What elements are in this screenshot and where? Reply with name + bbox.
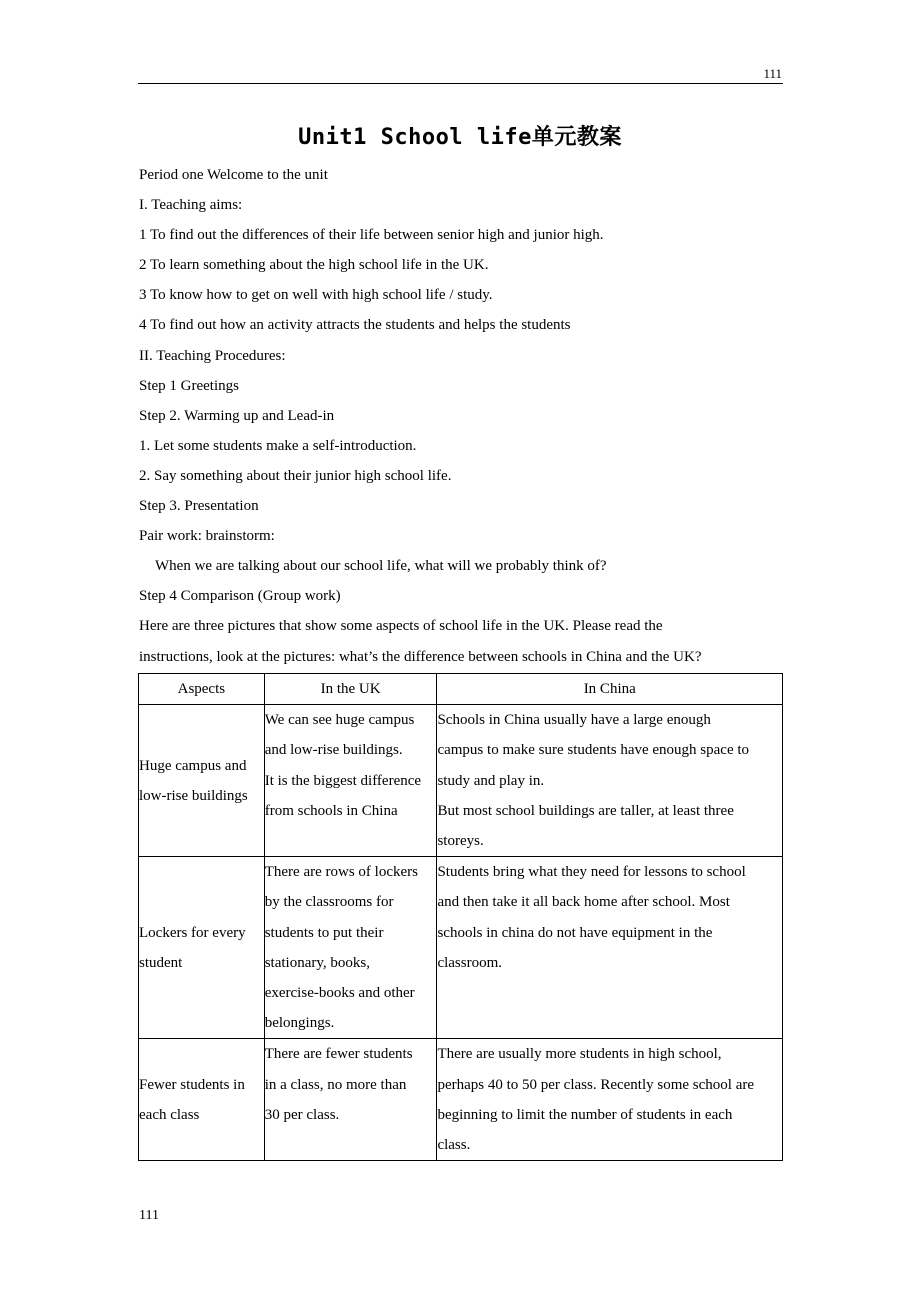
- in-china-cell: [437, 1039, 783, 1161]
- cell-line: stationary, books,: [264, 954, 370, 971]
- column-header-in-china: In China: [437, 674, 783, 705]
- cell-line: belongings.: [264, 1015, 335, 1032]
- in-the-uk-cell: [264, 857, 437, 1039]
- body-line: instructions, look at the pictures: what’s the difference between schools in China and the UK?: [139, 648, 702, 665]
- cell-line: Fewer students in: [139, 1076, 245, 1093]
- body-line: When we are talking about our school life, what will we probably think of?: [155, 558, 607, 575]
- body-line: Here are three pictures that show some aspects of school life in the UK. Please read the: [139, 618, 663, 635]
- header-rule: [138, 83, 783, 84]
- body-line: 2 To learn something about the high school life in the UK.: [139, 257, 489, 274]
- cell-line: Lockers for every: [139, 924, 246, 941]
- cell-line: 30 per class.: [264, 1106, 340, 1123]
- header-page-number: 111: [763, 66, 782, 81]
- cell-line: low-rise buildings: [139, 787, 248, 804]
- aspect-cell: [139, 1039, 265, 1161]
- cell-line: exercise-books and other: [264, 985, 415, 1002]
- body-line: 2. Say something about their junior high school life.: [139, 467, 452, 484]
- cell-line: There are rows of lockers: [264, 864, 418, 881]
- body-line: I. Teaching aims:: [139, 197, 243, 214]
- body-text: [139, 160, 789, 672]
- cell-line: perhaps 40 to 50 per class. Recently some school are: [437, 1076, 755, 1093]
- cell-line: Schools in China usually have a large enough: [437, 712, 711, 729]
- table-row: [139, 857, 783, 1039]
- column-header-in-the-uk: In the UK: [264, 674, 437, 705]
- cell-line: class.: [437, 1137, 471, 1154]
- cell-line: There are fewer students: [264, 1046, 413, 1063]
- cell-line: by the classrooms for: [264, 894, 394, 911]
- in-china-cell: [437, 857, 783, 1039]
- cell-line: students to put their: [264, 924, 384, 941]
- cell-line: in a class, no more than: [264, 1076, 407, 1093]
- body-line: Step 1 Greetings: [139, 377, 239, 394]
- cell-line: and low-rise buildings.: [264, 742, 403, 759]
- cell-line: from schools in China: [264, 802, 398, 819]
- cell-line: We can see huge campus: [264, 712, 415, 729]
- document-title: Unit1 School life单元教案: [298, 125, 622, 150]
- body-line: Step 4 Comparison (Group work): [139, 588, 341, 605]
- cell-line: classroom.: [437, 954, 503, 971]
- body-line: Period one Welcome to the unit: [139, 167, 328, 183]
- body-line: 4 To find out how an activity attracts the students and helps the students: [139, 317, 571, 334]
- cell-line: It is the biggest difference: [264, 772, 422, 789]
- body-line: 1. Let some students make a self-introduction.: [139, 437, 417, 454]
- body-line: Step 2. Warming up and Lead-in: [139, 407, 335, 424]
- cell-line: beginning to limit the number of students in each: [437, 1106, 733, 1123]
- table-header-row: [139, 674, 783, 705]
- table-row: [139, 705, 783, 857]
- body-line: Step 3. Presentation: [139, 498, 259, 515]
- body-line: 1 To find out the differences of their life between senior high and junior high.: [139, 227, 604, 244]
- body-line: II. Teaching Procedures:: [139, 347, 286, 364]
- in-china-cell: [437, 705, 783, 857]
- cell-line: student: [139, 954, 183, 971]
- column-header-aspects: Aspects: [139, 674, 265, 705]
- comparison-table: [138, 673, 783, 1161]
- table-row: [139, 1039, 783, 1161]
- aspect-cell: [139, 705, 265, 857]
- cell-line: each class: [139, 1106, 200, 1123]
- cell-line: schools in china do not have equipment in the: [437, 924, 713, 941]
- cell-line: Huge campus and: [139, 757, 247, 774]
- in-the-uk-cell: [264, 705, 437, 857]
- in-the-uk-cell: [264, 1039, 437, 1161]
- cell-line: study and play in.: [437, 772, 545, 789]
- body-line: 3 To know how to get on well with high school life / study.: [139, 287, 493, 304]
- cell-line: But most school buildings are taller, at least three: [437, 802, 734, 819]
- footer-page-number: 111: [139, 1208, 159, 1223]
- aspect-cell: [139, 857, 265, 1039]
- cell-line: and then take it all back home after school. Most: [437, 894, 730, 911]
- body-line: Pair work: brainstorm:: [139, 528, 275, 545]
- cell-line: There are usually more students in high school,: [437, 1046, 722, 1063]
- cell-line: storeys.: [437, 833, 484, 850]
- cell-line: Students bring what they need for lessons to school: [437, 864, 746, 881]
- cell-line: campus to make sure students have enough space to: [437, 742, 750, 759]
